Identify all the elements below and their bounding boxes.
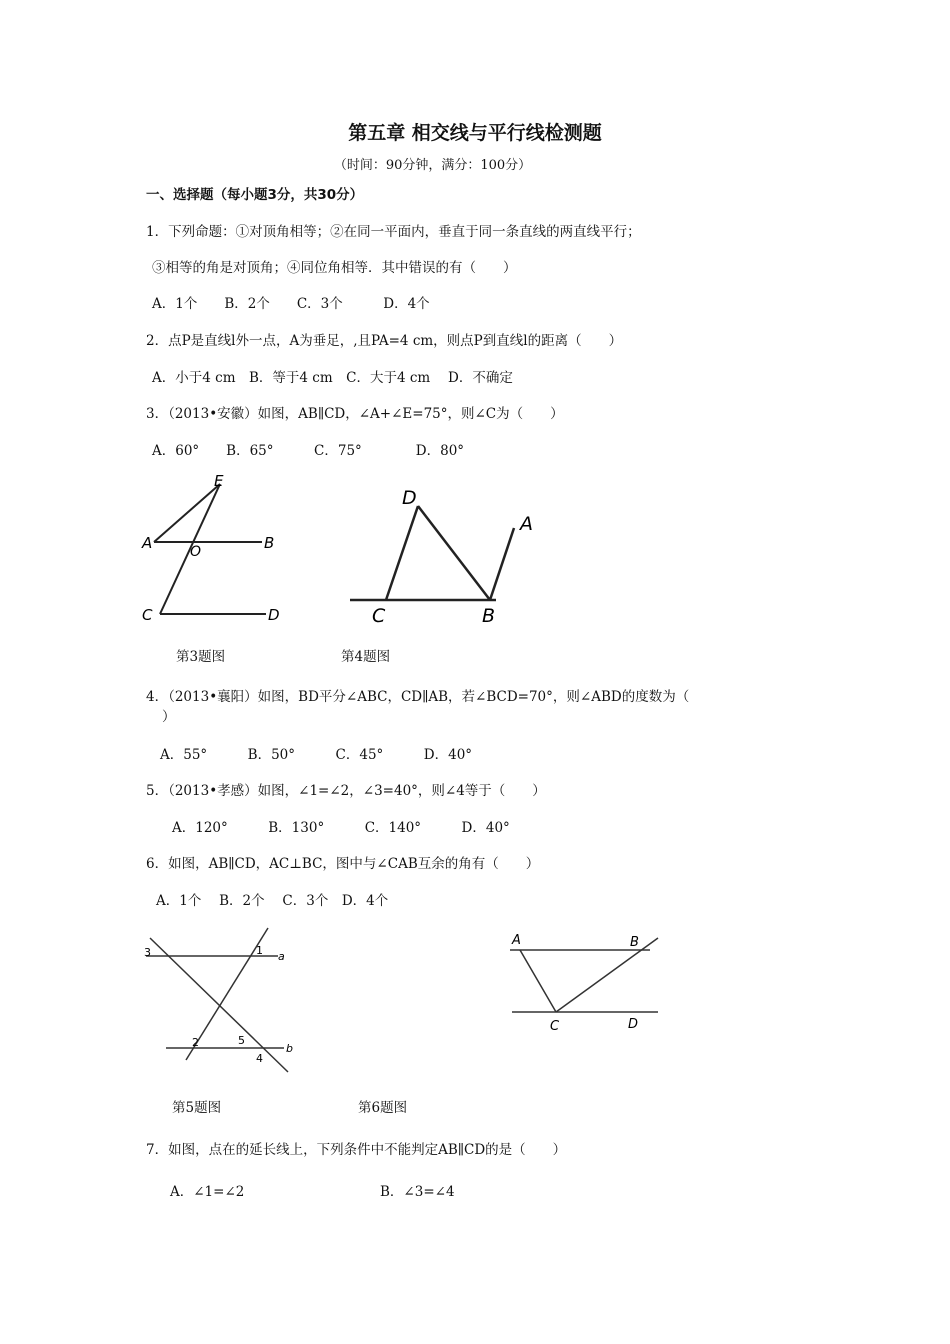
fig6-label-b: B bbox=[630, 935, 639, 950]
question-2-line-1: 2．点P是直线l外一点，A为垂足，,且PA=4 cm，则点P到直线l的距离（ ） bbox=[146, 333, 623, 349]
fig3-label-c: C bbox=[142, 606, 153, 624]
fig6-label-c: C bbox=[550, 1019, 560, 1034]
page-subtitle: （时间：90分钟，满分：100分） bbox=[333, 158, 532, 173]
question-6-options: A．1个 B．2个 C．3个 D．4个 bbox=[156, 893, 389, 909]
fig5-label-2: 2 bbox=[192, 1036, 199, 1049]
question-3-options: A．60° B．65° C．75° D．80° bbox=[152, 443, 465, 459]
question-1-line-2: ③相等的角是对顶角；④同位角相等．其中错误的有（ ） bbox=[152, 260, 517, 276]
figure-3-caption: 第3题图 bbox=[176, 649, 226, 665]
fig5-label-a: a bbox=[278, 950, 285, 963]
fig3-label-d: D bbox=[268, 606, 280, 624]
question-6-line-1: 6．如图，AB∥CD，AC⊥BC，图中与∠CAB互余的角有（ ） bbox=[146, 856, 540, 872]
question-4-line-1: 4．（2013•襄阳）如图，BD平分∠ABC，CD∥AB，若∠BCD=70°，则∠ABD的度数为（ bbox=[146, 689, 690, 705]
fig4-label-b: B bbox=[482, 605, 496, 627]
fig4-label-d: D bbox=[402, 487, 417, 509]
fig3-label-b: B bbox=[264, 534, 275, 552]
fig5-label-b: b bbox=[286, 1042, 293, 1055]
question-7-option-b: B．∠3=∠4 bbox=[380, 1184, 455, 1200]
fig5-label-3: 3 bbox=[144, 946, 151, 959]
fig5-label-5: 5 bbox=[238, 1034, 245, 1047]
fig4-label-a: A bbox=[520, 513, 533, 535]
fig4-label-c: C bbox=[372, 605, 386, 627]
figure-6 bbox=[502, 926, 672, 1036]
question-3-line-1: 3．（2013•安徽）如图，AB∥CD，∠A+∠E=75°，则∠C为（ ） bbox=[146, 406, 564, 422]
question-7-option-a: A．∠1=∠2 bbox=[170, 1184, 245, 1200]
question-1-line-1: 1．下列命题：①对顶角相等；②在同一平面内，垂直于同一条直线的两直线平行； bbox=[146, 224, 641, 240]
figure-5-caption: 第5题图 bbox=[172, 1100, 222, 1116]
figure-5 bbox=[136, 920, 326, 1080]
page-title: 第五章 相交线与平行线检测题 bbox=[348, 122, 602, 144]
fig6-label-a: A bbox=[512, 933, 521, 948]
figure-6-caption: 第6题图 bbox=[358, 1100, 408, 1116]
question-2-options: A．小于4 cm B．等于4 cm C．大于4 cm D．不确定 bbox=[152, 370, 513, 386]
question-5-options: A．120° B．130° C．140° D．40° bbox=[172, 820, 510, 836]
fig3-label-a: A bbox=[142, 534, 153, 552]
figure-4-caption: 第4题图 bbox=[341, 649, 391, 665]
fig5-label-1: 1 bbox=[256, 944, 263, 957]
fig5-label-4: 4 bbox=[256, 1052, 263, 1065]
figure-4 bbox=[344, 478, 544, 628]
question-7-line-1: 7．如图，点在的延长线上，下列条件中不能判定AB∥CD的是（ ） bbox=[146, 1142, 567, 1158]
section-heading: 一、选择题（每小题3分，共30分） bbox=[146, 187, 364, 203]
question-4-line-2: ） bbox=[162, 709, 176, 725]
fig3-label-o: O bbox=[190, 544, 202, 560]
fig6-label-d: D bbox=[628, 1017, 639, 1032]
question-4-options: A．55° B．50° C．45° D．40° bbox=[160, 747, 473, 763]
question-1-options: A．1个 B．2个 C．3个 D．4个 bbox=[152, 296, 430, 312]
fig3-label-e: E bbox=[214, 472, 224, 490]
question-5-line-1: 5．（2013•孝感）如图，∠1=∠2，∠3=40°，则∠4等于（ ） bbox=[146, 783, 546, 799]
figure-3 bbox=[136, 468, 296, 628]
